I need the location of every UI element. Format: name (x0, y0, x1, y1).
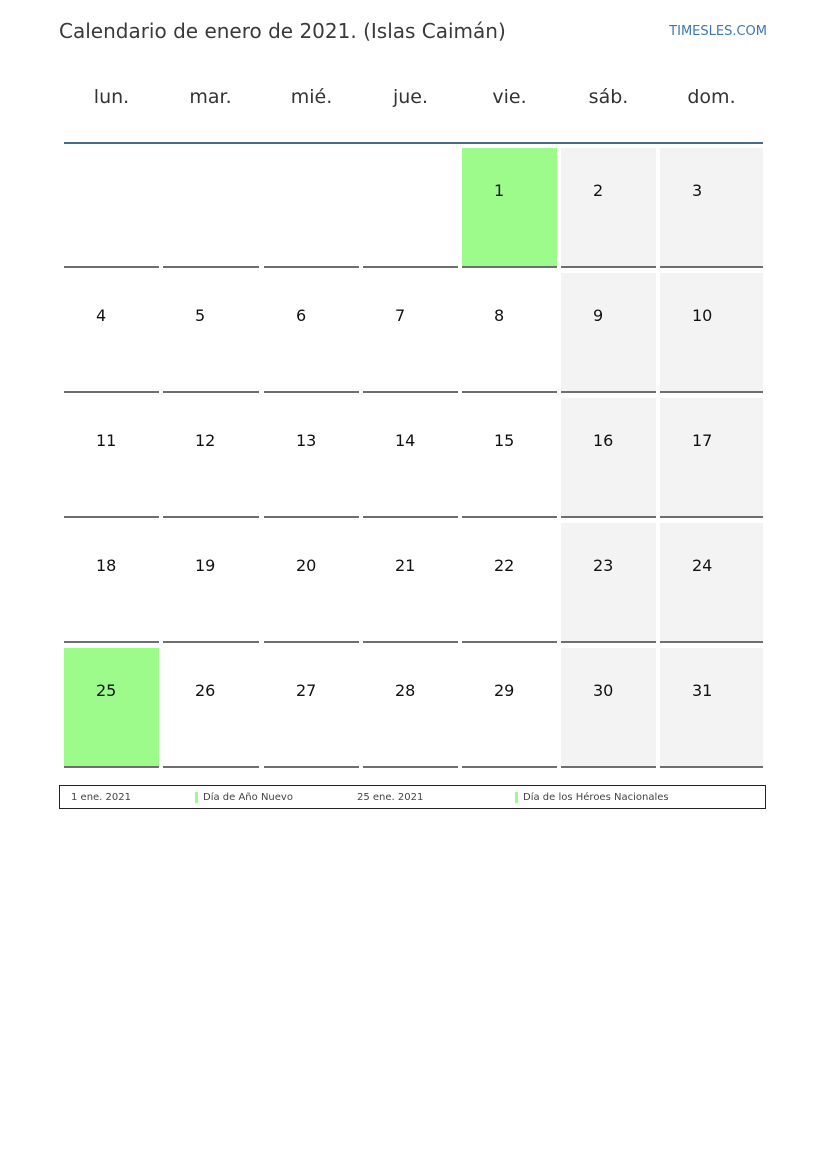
day-cell (462, 398, 557, 518)
day-number: 1 (494, 181, 505, 200)
day-number: 20 (296, 556, 317, 575)
day-cell (462, 148, 557, 268)
empty-day-cell (363, 148, 458, 268)
day-cell (163, 523, 259, 643)
weekday-wed: mié. (290, 86, 333, 108)
day-cell (64, 273, 159, 393)
day-number: 4 (96, 306, 107, 325)
empty-day-cell (163, 148, 259, 268)
day-number: 29 (494, 681, 515, 700)
weekday-fri: vie. (492, 86, 527, 108)
day-cell (264, 398, 359, 518)
day-cell (264, 273, 359, 393)
day-cell (363, 523, 458, 643)
day-number: 10 (692, 306, 713, 325)
day-number: 17 (692, 431, 713, 450)
day-number: 11 (96, 431, 117, 450)
legend-date: 25 ene. 2021 (357, 792, 424, 803)
day-cell (64, 523, 159, 643)
day-number: 8 (494, 306, 505, 325)
day-cell (163, 648, 259, 768)
day-number: 22 (494, 556, 515, 575)
day-cell (363, 648, 458, 768)
day-number: 23 (593, 556, 614, 575)
weekday-sun: dom. (687, 86, 736, 108)
day-cell (462, 523, 557, 643)
day-cell (660, 523, 763, 643)
day-number: 18 (96, 556, 117, 575)
empty-day-cell (264, 148, 359, 268)
legend-holiday-name: Día de los Héroes Nacionales (523, 792, 669, 803)
legend-date: 1 ene. 2021 (71, 792, 131, 803)
page-title: Calendario de enero de 2021. (Islas Caimán) (59, 19, 506, 43)
weekday-thu: jue. (392, 86, 429, 108)
day-cell (561, 398, 656, 518)
day-cell (163, 273, 259, 393)
day-number: 9 (593, 306, 604, 325)
holiday-legend (59, 785, 766, 809)
empty-day-cell (64, 148, 159, 268)
day-number: 28 (395, 681, 416, 700)
day-cell (660, 148, 763, 268)
weekday-header (64, 86, 763, 126)
day-number: 13 (296, 431, 317, 450)
day-cell (462, 273, 557, 393)
day-cell (363, 273, 458, 393)
day-cell (660, 273, 763, 393)
day-cell (64, 398, 159, 518)
day-number: 6 (296, 306, 307, 325)
day-cell (561, 523, 656, 643)
day-number: 2 (593, 181, 604, 200)
day-number: 27 (296, 681, 317, 700)
day-number: 7 (395, 306, 406, 325)
day-cell (561, 273, 656, 393)
day-number: 24 (692, 556, 713, 575)
day-number: 31 (692, 681, 713, 700)
day-cell (264, 523, 359, 643)
weekday-sat: sáb. (588, 86, 629, 108)
day-cell (264, 648, 359, 768)
day-cell (163, 398, 259, 518)
day-cell (561, 648, 656, 768)
day-number: 16 (593, 431, 614, 450)
weekday-mon: lun. (93, 86, 130, 108)
legend-swatch (515, 792, 518, 803)
day-number: 5 (195, 306, 206, 325)
weekday-tue: mar. (189, 86, 232, 108)
day-number: 12 (195, 431, 216, 450)
day-number: 15 (494, 431, 515, 450)
day-number: 26 (195, 681, 216, 700)
brand-link[interactable]: TIMESLES.COM (669, 24, 767, 39)
day-number: 19 (195, 556, 216, 575)
day-cell (363, 398, 458, 518)
day-number: 21 (395, 556, 416, 575)
day-number: 14 (395, 431, 416, 450)
day-cell (660, 648, 763, 768)
day-number: 30 (593, 681, 614, 700)
header-divider (64, 142, 763, 144)
legend-swatch (195, 792, 198, 803)
day-number: 3 (692, 181, 703, 200)
day-cell (64, 648, 159, 768)
day-cell (561, 148, 656, 268)
legend-holiday-name: Día de Año Nuevo (203, 792, 293, 803)
day-cell (462, 648, 557, 768)
day-cell (660, 398, 763, 518)
day-number: 25 (96, 681, 117, 700)
